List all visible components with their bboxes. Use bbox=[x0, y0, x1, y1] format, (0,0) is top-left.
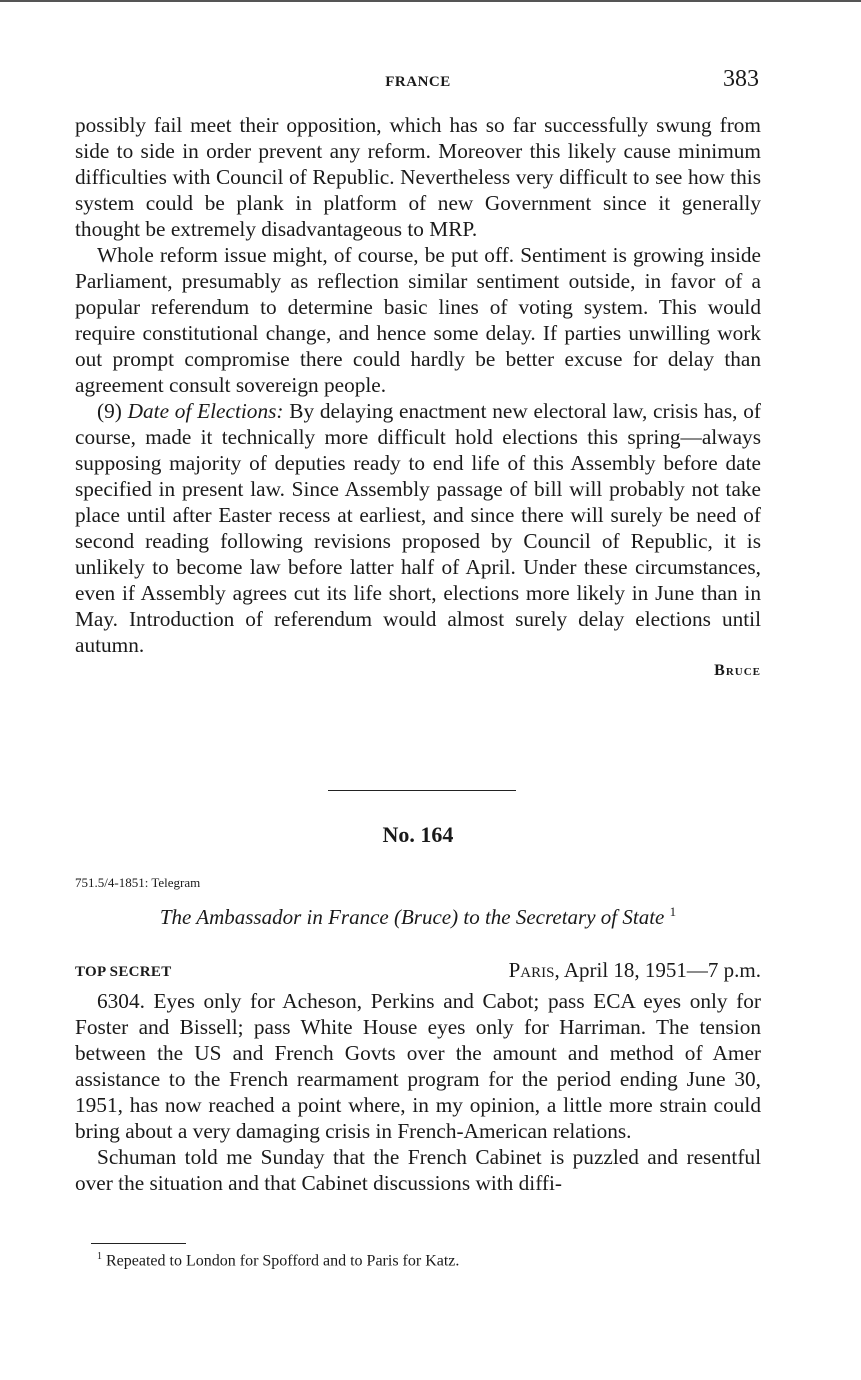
section-9-paragraph bbox=[75, 398, 761, 658]
footnote bbox=[97, 1251, 459, 1270]
dateline-date: April 18, 1951—7 p.m. bbox=[563, 958, 761, 982]
paragraph: possibly fail meet their opposition, which has so far successfully swung from side to side in order prevent any reform. Moreover this likely cause minimum difficulties with Council of Republic. Nevertheless very difficult to see how this system could be plank in platform of new Government since it generally thought be extremely disadvantageous to MRP. bbox=[75, 113, 761, 241]
classification-line bbox=[75, 958, 761, 984]
paragraph: 6304. Eyes only for Acheson, Perkins and Cabot; pass ECA eyes only for Foster and Bissell; pass White House eyes only for Harriman. The tension between the US and French Govts over the amount and method of Amer assistance to the French rearmament program for the period ending June 30, 1951, has now reached a point where, in my opinion, a little more strain could bring about a very damaging crisis in French-American relations. bbox=[75, 989, 761, 1143]
document-title bbox=[75, 904, 761, 930]
running-header bbox=[75, 66, 761, 96]
footnote-mark: 1 bbox=[669, 904, 677, 919]
classification: TOP SECRET bbox=[75, 964, 172, 980]
section-heading: Date of Elections: bbox=[127, 399, 284, 423]
top-border bbox=[0, 0, 861, 2]
signature: Bruce bbox=[714, 662, 761, 679]
page-number: 383 bbox=[723, 66, 759, 92]
paragraph: Schuman told me Sunday that the French Cabinet is puzzled and resentful over the situation and that Cabinet discussions with diffi- bbox=[75, 1145, 761, 1195]
dateline-place: Paris, bbox=[508, 958, 560, 982]
running-title: FRANCE bbox=[385, 74, 451, 90]
footnote-number: 1 bbox=[97, 1251, 102, 1262]
dateline bbox=[509, 958, 761, 983]
footnote-divider bbox=[91, 1243, 186, 1244]
previous-document-body bbox=[75, 112, 761, 684]
section-number: (9) bbox=[97, 399, 122, 423]
document-title-text: The Ambassador in France (Bruce) to the Secretary of State bbox=[159, 905, 665, 929]
section-text: By delaying enactment new electoral law, crisis has, of course, made it technically more difficult hold elections this spring—always supposing majority of deputies ready to end life of this Assembly before date specified in present law. Since Assembly passage of bill will probably not take place until after Easter recess at earliest, and since there will surely be need of second reading following revisions proposed by Council of Republic, it is unlikely to become law before latter half of April. Under these circumstances, even if Assembly agrees cut its life short, elections more likely in June than in May. Introduction of referendum would almost surely delay elections until autumn. bbox=[75, 399, 762, 657]
document-body bbox=[75, 988, 761, 1196]
file-reference: 751.5/4-1851: Telegram bbox=[75, 875, 201, 890]
section-divider bbox=[328, 790, 516, 791]
footnote-text: Repeated to London for Spofford and to Paris for Katz. bbox=[106, 1252, 460, 1270]
document-number: No. 164 bbox=[382, 822, 454, 847]
paragraph: Whole reform issue might, of course, be put off. Sentiment is growing inside Parliament, presumably as reflection similar sentiment outside, in favor of a popular referendum to determine basic lines of voting system. This would require constitutional change, and hence some delay. If parties unwilling work out prompt compromise there could hardly be better excuse for delay than agreement consult sovereign people. bbox=[75, 243, 761, 397]
